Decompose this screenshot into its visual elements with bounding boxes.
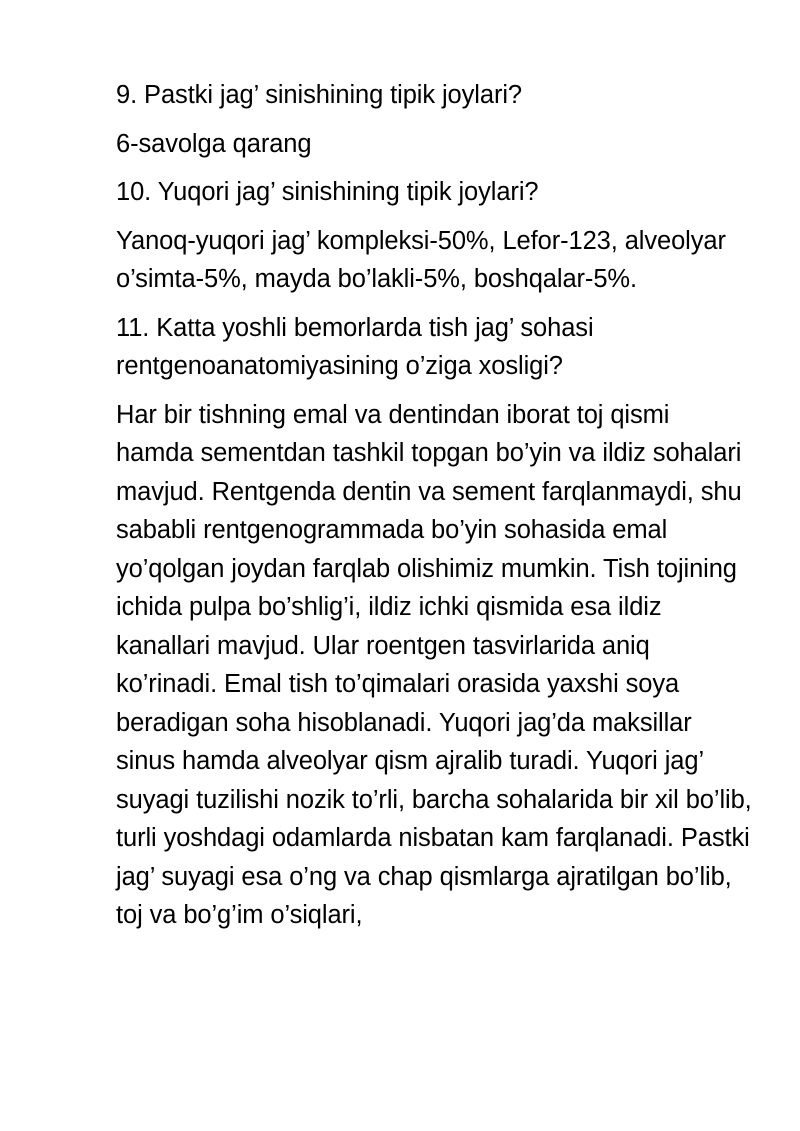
document-page: [116, 76, 752, 945]
answer-10: Yanoq-yuqori jag’ kompleksi-50%, Lefor-123, alveolyar o’simta-5%, mayda bo’lakli-5%, boshqalar-5%.: [116, 226, 726, 293]
question-11: 11. Katta yoshli bemorlarda tish jag’ sohasi rentgenoanatomiyasining o’ziga xosligi?: [116, 313, 594, 380]
question-9: 9. Pastki jag’ sinishining tipik joylari?: [116, 81, 522, 109]
answer-9: 6-savolga qarang: [116, 129, 312, 158]
question-10: 10. Yuqori jag’ sinishining tipik joylari?: [116, 178, 539, 206]
answer-11: Har bir tishning emal va dentindan iborat toj qismi hamda sementdan tashkil topgan bo’yin va ildiz sohalari mavjud. Rentgenda dentin va sement farqlanmaydi, shu sababli rentgenogrammada bo’yin sohasida emal yo’qolgan joydan farqlab olishimiz mumkin. Tish tojining ichida pulpa bo’shlig’i, ildiz ichki qismida esa ildiz kanallari mavjud. Ular roentgen tasvirlarida aniq ko’rinadi. Emal tish to’qimalari orasida yaxshi soya beradigan soha hisoblanadi. Yuqori jag’da maksillar sinus hamda alveolyar qism ajralib turadi. Yuqori jag’ suyagi tuzilishi nozik to’rli, barcha sohalarida bir xil bo’lib, turli yoshdagi odamlarda nisbatan kam farqlanadi. Pastki jag’ suyagi esa o’ng va chap qismlarga ajratilgan bo’lib, toj va bo’g’im o’siqlari,: [116, 400, 752, 929]
